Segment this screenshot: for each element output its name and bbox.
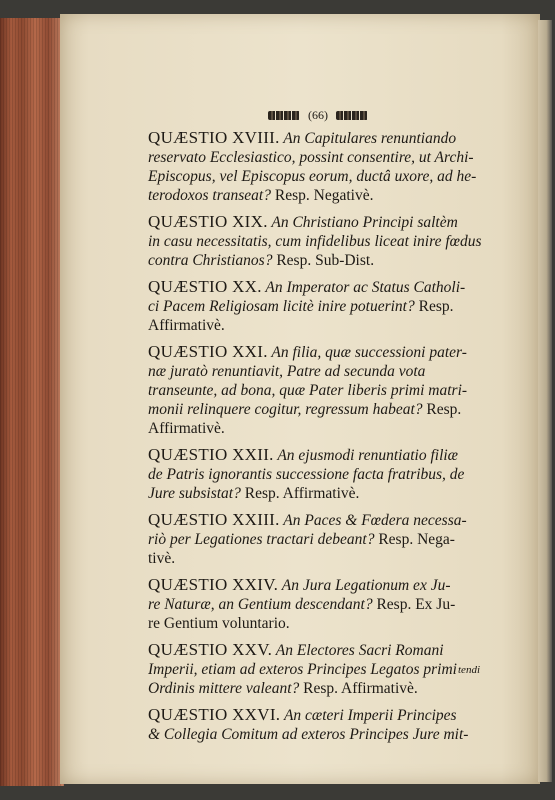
question-text-italic: ci Pacem Religiosam licitè inire potuerint? (148, 298, 415, 315)
response-text: Resp. (414, 298, 454, 315)
text-line (148, 277, 490, 297)
text-line (148, 362, 490, 381)
question-text-italic: An Jura Legationum ex Ju- (278, 577, 451, 594)
response-text: Resp. Negativè. (271, 187, 374, 204)
response-text: tivè. (148, 550, 176, 567)
question-text-italic: Jure subsistat? (148, 485, 241, 502)
text-line (148, 251, 490, 270)
page-edge-shadow (538, 20, 552, 782)
question-text-italic: terodoxos transeat? (148, 187, 271, 204)
question-text-italic: contra Christianos? (148, 252, 273, 269)
text-line (148, 465, 490, 484)
text-line (148, 549, 490, 568)
text-line (148, 484, 490, 503)
question-text-italic: An Imperator ac Status Catholi- (261, 279, 466, 296)
text-line (148, 232, 490, 251)
response-text: Resp. Affirmativè. (240, 485, 360, 502)
text-line (148, 679, 490, 698)
page-number: (66) (308, 107, 328, 122)
response-text: Resp. Affirmativè. (299, 680, 418, 697)
text-line (148, 186, 490, 205)
question-text-italic: transeunte, ad bona, quæ Pater liberis primi matri- (148, 382, 468, 399)
question-paragraph (148, 445, 490, 503)
text-line (148, 705, 490, 725)
text-line (148, 128, 490, 148)
question-text-italic: Imperii, etiam ad exteros Principes Legatos primi (148, 661, 457, 678)
text-line (148, 614, 490, 633)
text-line (148, 660, 490, 679)
question-paragraph (148, 640, 490, 698)
question-text-italic: An Christiano Principi saltèm (267, 214, 458, 231)
question-text-italic: An Electores Sacri Romani (272, 642, 444, 659)
text-line (148, 148, 490, 167)
question-label: QUÆSTIO XX. (148, 277, 262, 296)
response-text: Resp. Sub-Dist. (272, 252, 375, 269)
ornament-left-icon (268, 111, 300, 120)
response-text: Affirmativè. (148, 317, 225, 334)
text-line (148, 445, 490, 465)
question-text-italic: An ejusmodi renuntiatio filiæ (273, 447, 459, 464)
question-text-italic: An cæteri Imperii Principes (280, 707, 457, 724)
page-header (258, 106, 378, 124)
response-text: Resp. Ex Ju- (372, 596, 456, 613)
question-text-italic: riò per Legationes tractari debeant? (148, 531, 375, 548)
text-line (148, 316, 490, 335)
question-text-italic: & Collegia Comitum ad exteros Principes Jure mit- (148, 726, 469, 743)
response-text: Resp. Nega- (374, 531, 455, 548)
question-text-italic: An filia, quæ successioni pater- (267, 344, 467, 361)
question-paragraph (148, 212, 490, 270)
text-line (148, 640, 490, 660)
text-line (148, 419, 490, 438)
question-text-italic: in casu necessitatis, cum infidelibus liceat inire fœdus (148, 233, 482, 250)
text-line (148, 575, 490, 595)
question-label: QUÆSTIO XXV. (148, 640, 273, 659)
question-text-italic: reservato Ecclesiastico, possint consentire, ut Archi- (148, 149, 474, 166)
question-paragraph (148, 575, 490, 633)
response-text: Affirmativè. (148, 420, 225, 437)
question-paragraph (148, 510, 490, 568)
question-label: QUÆSTIO XXI. (148, 342, 268, 361)
ornament-right-icon (336, 111, 368, 120)
question-text-italic: Ordinis mittere valeant? (148, 680, 300, 697)
text-line (148, 530, 490, 549)
question-text-italic: An Paces & Fœdera necessa- (279, 512, 467, 529)
text-line (148, 510, 490, 530)
text-line (148, 381, 490, 400)
question-label: QUÆSTIO XXIII. (148, 510, 280, 529)
questions-text (148, 128, 490, 751)
response-text: re Gentium voluntario. (148, 615, 290, 632)
question-paragraph (148, 342, 490, 438)
question-text-italic: re Naturæ, an Gentium descendant? (148, 596, 373, 613)
text-line (148, 342, 490, 362)
question-text-italic: næ juratò renuntiavit, Patre ad secunda vota (148, 363, 426, 380)
question-text-italic: An Capitulares renuntiando (279, 130, 457, 147)
question-text-italic: Episcopus, vel Episcopus eorum, ductâ uxore, ad he- (148, 168, 477, 185)
response-text: Resp. (422, 401, 462, 418)
question-text-italic: de Patris ignorantis successione facta fratribus, de (148, 466, 465, 483)
question-label: QUÆSTIO XXII. (148, 445, 274, 464)
text-line (148, 167, 490, 186)
question-text-italic: monii relinquere cogitur, regressum habeat? (148, 401, 423, 418)
question-paragraph (148, 705, 490, 744)
question-paragraph (148, 277, 490, 335)
text-line (148, 400, 490, 419)
question-paragraph (148, 128, 490, 205)
book-edge-pages (0, 18, 64, 786)
question-label: QUÆSTIO XVIII. (148, 128, 280, 147)
catchword: tendi (458, 664, 480, 676)
text-line (148, 725, 490, 744)
question-label: QUÆSTIO XIX. (148, 212, 268, 231)
text-line (148, 595, 490, 614)
text-line (148, 212, 490, 232)
question-label: QUÆSTIO XXVI. (148, 705, 281, 724)
text-line (148, 297, 490, 316)
question-label: QUÆSTIO XXIV. (148, 575, 279, 594)
